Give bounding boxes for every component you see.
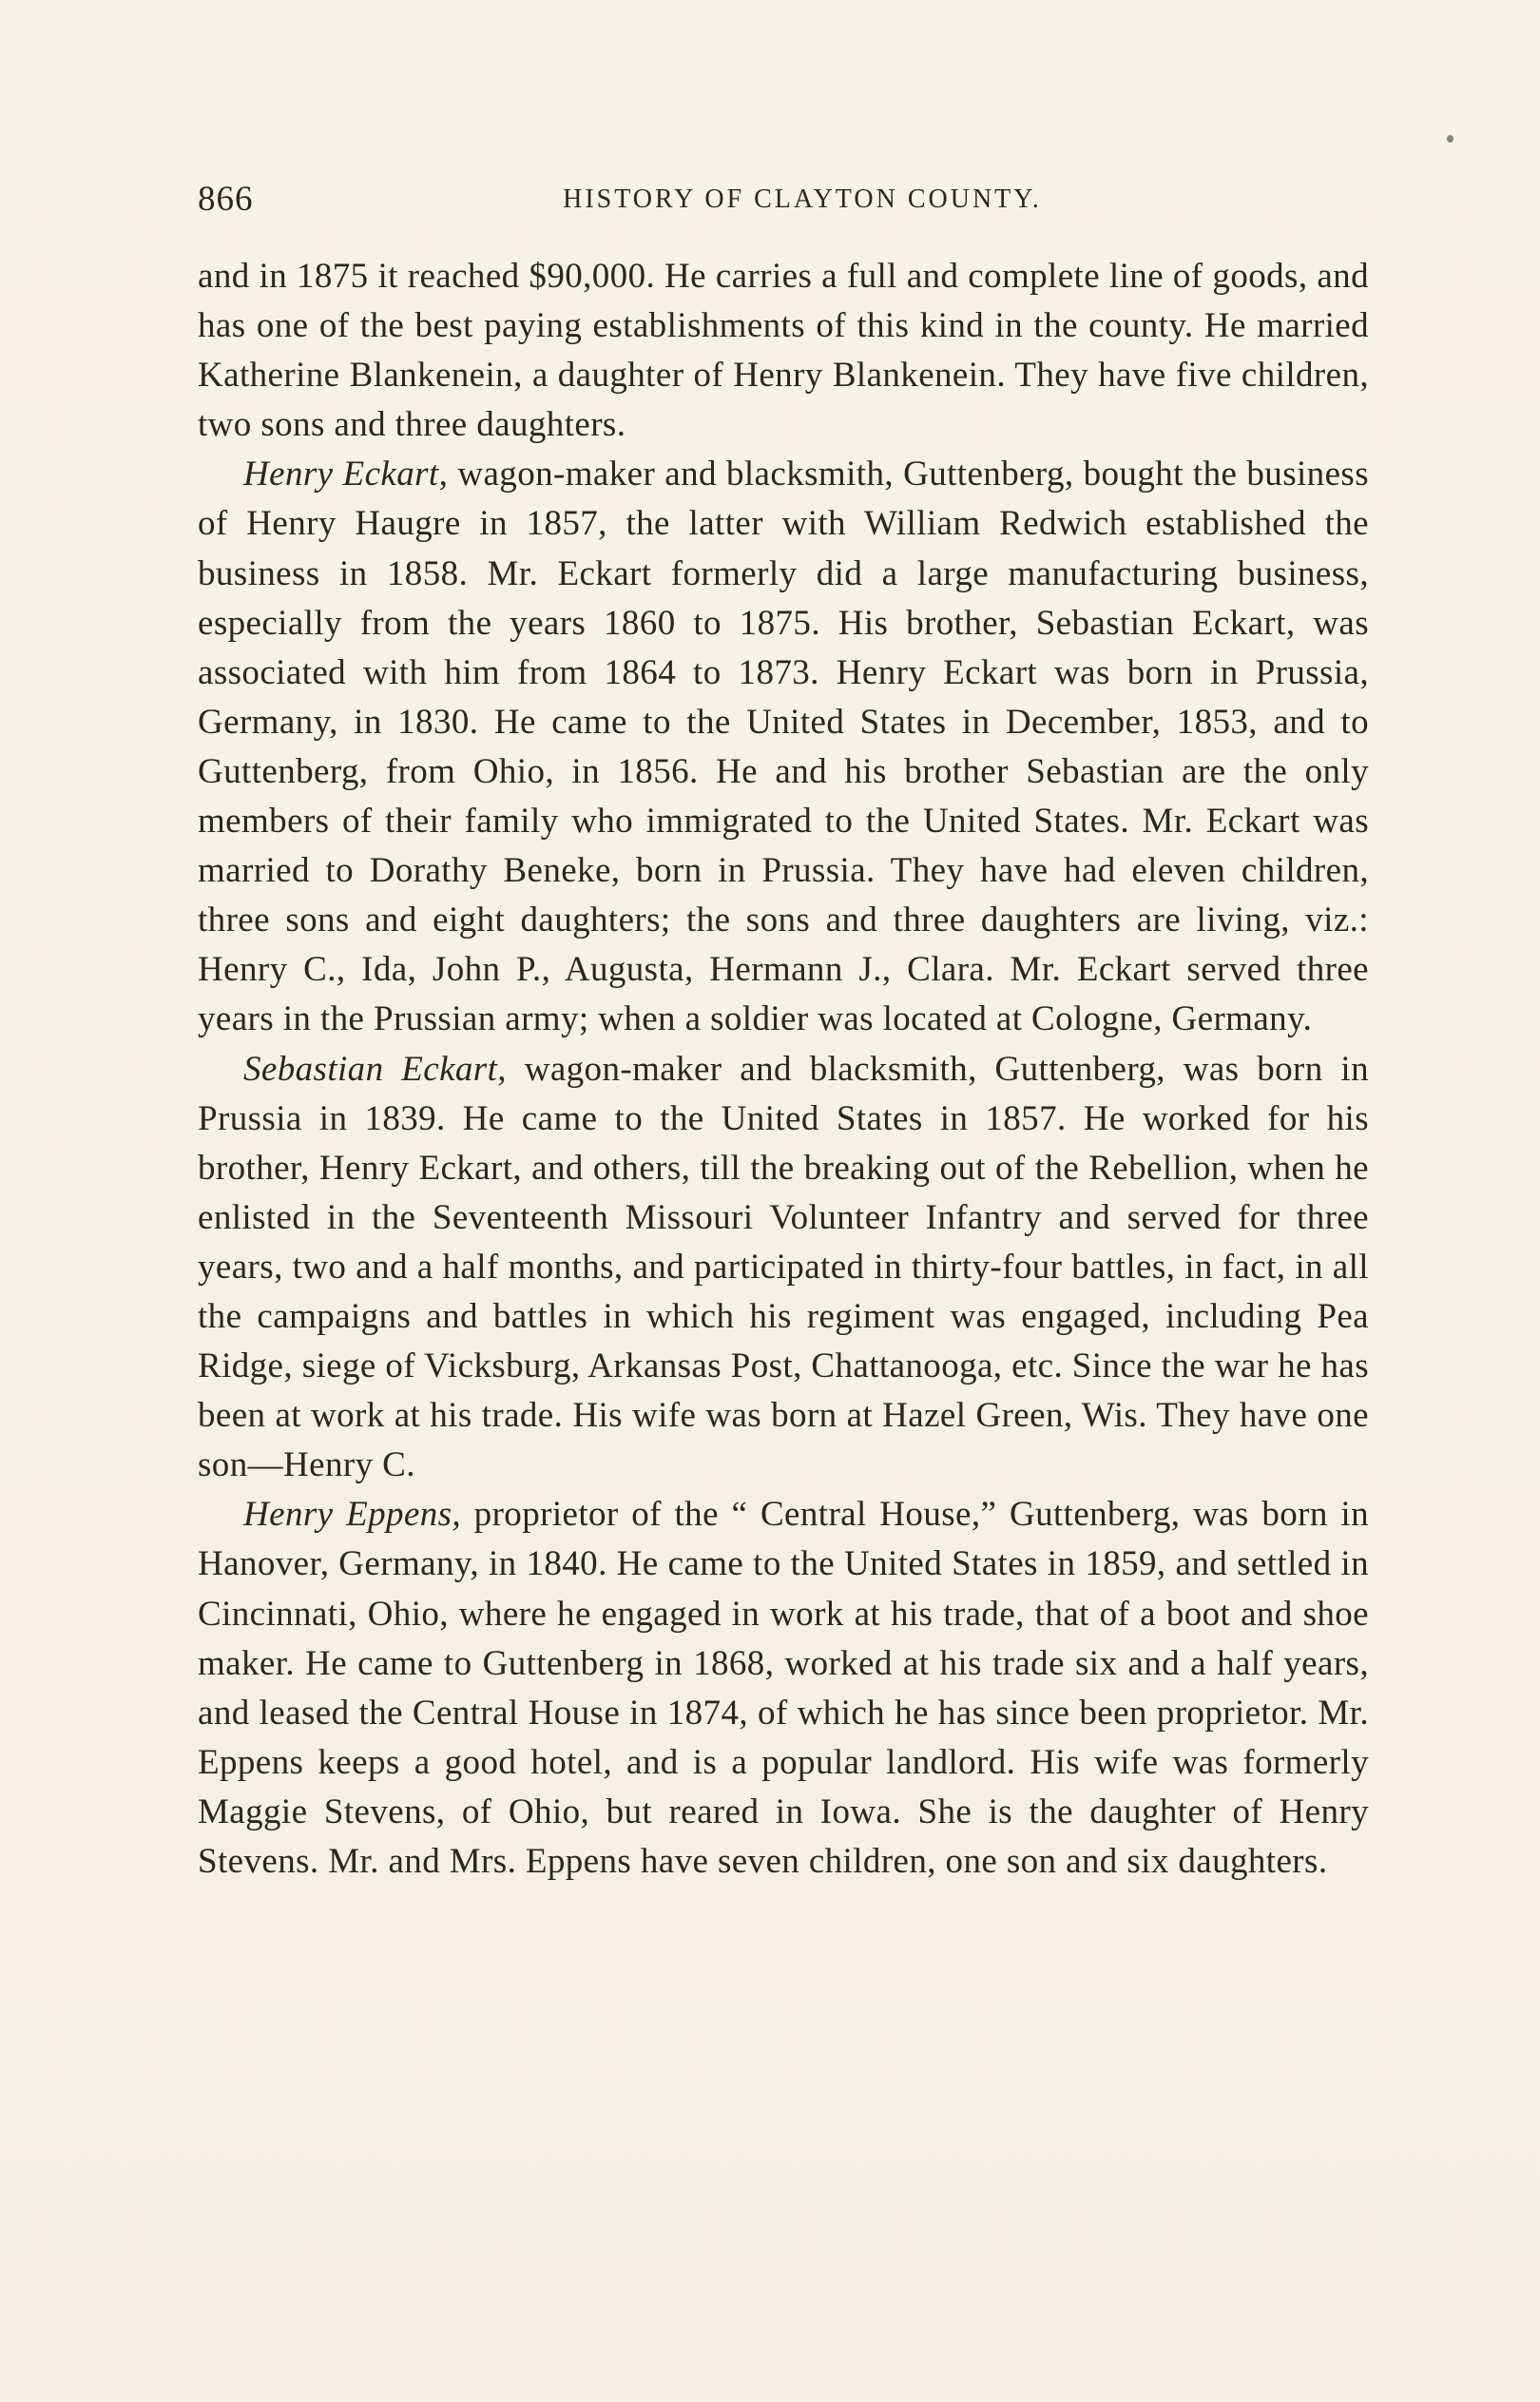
running-title: HISTORY OF CLAYTON COUNTY. (563, 184, 1042, 214)
paragraph-text: and in 1875 it reached $90,000. He carries a full and complete line of goods, and has one of the best paying establishments of this kind in the county. He married Katherine Blankenein, a daughter of Henry Blankenein. They have five children, two sons and three daughters. (198, 257, 1369, 445)
paragraph-continuation (198, 252, 1369, 450)
biography-name: Henry Eckart, (243, 455, 449, 494)
paragraph-henry-eppens (198, 1490, 1369, 1887)
page-number: 866 (198, 180, 254, 219)
paragraph-text: wagon-maker and blacksmith, Guttenberg, was born in Prussia in 1839. He came to the United States in 1857. He worked for his brother, Henry Eckart, and others, till the breaking out of the Rebellion, when he enlisted in the Seventeenth Missouri Volunteer Infantry and served for three years, two and a half months, and participated in thirty-four battles, in fact, in all the campaigns and battles in which his regiment was engaged, including Pea Ridge, siege of Vicksburg, Arkansas Post, Chattanooga, etc. Since the war he has been at work at his trade. His wife was born at Hazel Green, Wis. They have one son—Henry C. (198, 1049, 1369, 1485)
biography-name: Henry Eppens, (243, 1495, 462, 1535)
paragraph-text: wagon-maker and blacksmith, Guttenberg, bought the business of Henry Haugre in 1857, the latter with William Redwich established the business in 1858. Mr. Eckart formerly did a large manufacturing business, especially from the years 1860 to 1875. His brother, Sebastian Eckart, was associated with him from 1864 to 1873. Henry Eckart was born in Prussia, Germany, in 1830. He came to the United States in December, 1853, and to Guttenberg, from Ohio, in 1856. He and his brother Sebastian are the only members of their family who immigrated to the United States. Mr. Eckart was married to Dorathy Beneke, born in Prussia. They have had eleven children, three sons and eight daughters; the sons and three daughters are living, viz.: Henry C., Ida, John P., Augusta, Hermann J., Clara. Mr. Eckart served three years in the Prussian army; when a soldier was located at Cologne, Germany. (198, 455, 1369, 1039)
biography-name: Sebastian Eckart, (243, 1049, 507, 1089)
paragraph-henry-eckart (198, 450, 1369, 1044)
ink-speck (1447, 135, 1453, 143)
paragraph-sebastian-eckart (198, 1045, 1369, 1491)
paragraph-text: proprietor of the “ Central House,” Guttenberg, was born in Hanover, Germany, in 1840. He came to the United States in 1859, and settled in Cincinnati, Ohio, where he engaged in work at his trade, that of a boot and shoe maker. He came to Guttenberg in 1868, worked at his trade six and a half years, and leased the Central House in 1874, of which he has since been proprietor. Mr. Eppens keeps a good hotel, and is a popular landlord. His wife was formerly Maggie Stevens, of Ohio, but reared in Iowa. She is the daughter of Henry Stevens. Mr. and Mrs. Eppens have seven children, one son and six daughters. (198, 1495, 1369, 1881)
page-header (198, 179, 1369, 232)
body-text (198, 252, 1369, 1887)
